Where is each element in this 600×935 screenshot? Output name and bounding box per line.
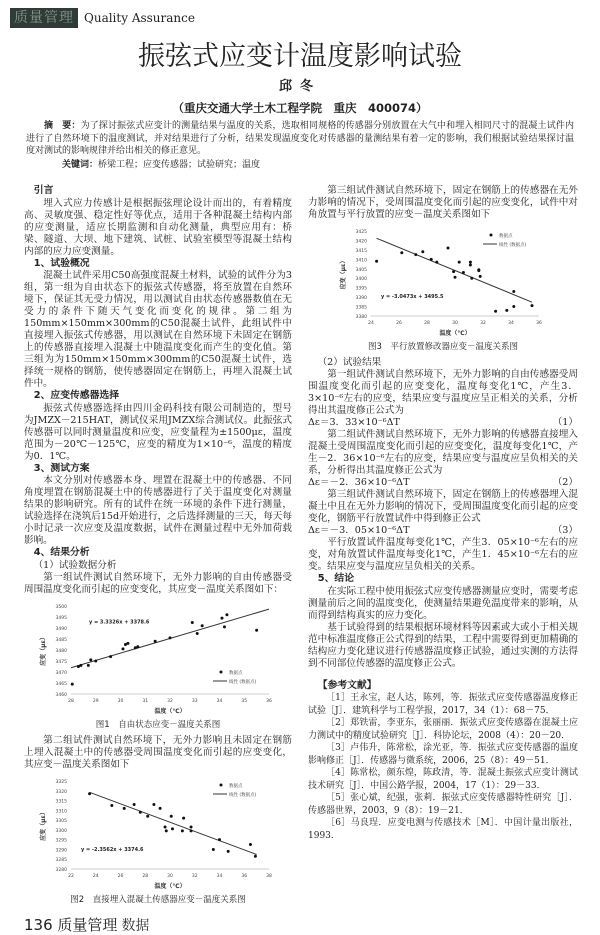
y-tick-label: 3475 bbox=[55, 659, 67, 665]
footer-overlay-text: 数据 bbox=[121, 917, 150, 934]
data-point bbox=[447, 247, 450, 250]
data-point bbox=[531, 304, 534, 307]
x-tick-label: 26 bbox=[117, 873, 124, 879]
y-tick-label: 3300 bbox=[55, 828, 67, 834]
heading-intro: 引言 bbox=[33, 185, 54, 196]
x-tick-label: 24 bbox=[368, 321, 374, 326]
paragraph: 平行放置试件温度每变化1℃，产生3．05×10⁻⁶左右的应变，对角放置试件温度每变化1℃，产生1．45×10⁻⁶左右的应变。结果应变与温度应呈负相关的关系。 bbox=[308, 537, 578, 572]
y-tick-label: 3290 bbox=[55, 847, 67, 853]
right-column bbox=[308, 185, 578, 842]
data-point bbox=[154, 639, 157, 642]
page-number: 136 bbox=[24, 915, 53, 934]
equation: Δε＝－2．36×10⁻⁶ΔT bbox=[308, 477, 410, 488]
x-tick-label: 30 bbox=[452, 321, 458, 326]
legend-label: 数据点 bbox=[229, 783, 243, 789]
y-tick-label: 3425 bbox=[355, 230, 367, 235]
x-axis-label: 温度（℃） bbox=[154, 707, 186, 715]
equation-number: （2） bbox=[552, 477, 578, 488]
data-point bbox=[71, 682, 74, 685]
paragraph: 第二组试件测试自然环境下，无外力影响且未固定在钢筋上埋入混凝土中的传感器受周围温度变化而引起的应变变化，其应变－温度关系图如下 bbox=[24, 734, 292, 770]
abstract bbox=[26, 120, 574, 158]
paragraph: 第三组试件测试自然环境下，固定在钢筋上的传感器在无外力影响的情况下，受周围温度变化而引起的应变变化，试件中对角放置与平行放置的应变－温度关系图如下 bbox=[308, 185, 578, 220]
y-tick-label: 3395 bbox=[355, 286, 367, 292]
x-tick-label: 26 bbox=[396, 321, 402, 326]
data-point bbox=[87, 663, 90, 666]
subheading: （2）试验结果 bbox=[317, 357, 382, 368]
data-point bbox=[181, 829, 184, 832]
y-tick-label: 3465 bbox=[55, 681, 67, 687]
paragraph: 第三组试件测试自然环境下，固定在钢筋上的传感器埋入混凝土中且在无外力影响的情况下，受周围温度变化而引起的应变变化，钢筋平行放置试件中得到修正公式 bbox=[308, 489, 578, 524]
reference-item: ［2］郑铁雷，李亚东，张丽丽．振弦式应变传感器在混凝土应力测试中的精度试验研究［J］．科协论坛，2008（4）：20－20． bbox=[308, 718, 578, 741]
data-point bbox=[191, 621, 194, 624]
x-tick-label: 33 bbox=[191, 698, 198, 704]
figure-2-caption: 图2 直接埋入混凝土传感器应变－温度关系图 bbox=[70, 894, 246, 905]
data-point bbox=[452, 270, 455, 273]
keywords-text: 桥梁工程；应变传感器；试验研究；温度 bbox=[98, 159, 261, 170]
legend-label: 线性 (数据点) bbox=[229, 792, 257, 798]
reference-item: ［1］王永宝，赵人达，陈列，等．振弦式应变传感器温度修正试验［J］．建筑科学与工程学报，2017，34（1）：68－75． bbox=[308, 693, 578, 716]
y-tick-label: 3405 bbox=[355, 267, 367, 273]
x-tick-label: 29 bbox=[92, 698, 99, 704]
data-point bbox=[505, 309, 508, 312]
data-point bbox=[458, 261, 461, 264]
equation: Δε＝－3．05×10⁻⁶ΔT bbox=[308, 525, 410, 536]
y-tick-label: 3410 bbox=[355, 258, 367, 264]
y-tick-label: 3325 bbox=[55, 779, 67, 785]
data-point bbox=[479, 275, 482, 278]
x-tick-label: 32 bbox=[167, 698, 173, 704]
data-point bbox=[171, 827, 174, 830]
data-point bbox=[494, 310, 497, 313]
data-point bbox=[454, 276, 457, 279]
x-tick-label: 34 bbox=[216, 698, 223, 704]
keywords-label: 关键词： bbox=[62, 159, 99, 170]
y-axis-label: 应变（με） bbox=[340, 257, 347, 290]
data-point bbox=[110, 803, 113, 806]
x-tick-label: 28 bbox=[68, 698, 74, 704]
figure-1-chart bbox=[33, 600, 283, 718]
paragraph: 混凝土试件采用C50高强度混凝土材料，试验的试件分为3组，第一组为自由状态下的振弦式传感器，将至放置在自然环境下，保证其无受力情况，用以测试自由状态传感器数值在无受力的条件下随天气变化而变化的规律。第二组为150mm×150mm×300mm的C50混凝土试件，此组试件中直接埋入振弦式传感器，用以测试在自然环境下未固定在钢筋上的传感器直接埋入混凝土中随温度变化而产生的变化值。第三组为为150mm×150mm×300mm的C50混凝土试件，选择统一规格的钢筋，使传感器固定在钢筋上，再埋入混凝土试件中。 bbox=[24, 270, 292, 389]
y-tick-label: 3310 bbox=[55, 808, 67, 814]
x-tick-label: 24 bbox=[92, 873, 99, 879]
data-point bbox=[146, 814, 149, 817]
heading-section-1: 1、试验概况 bbox=[33, 257, 90, 269]
y-tick-label: 3380 bbox=[355, 315, 367, 320]
y-tick-label: 3390 bbox=[355, 296, 367, 302]
abstract-text: 为了探讨振弦式应变计的测量结果与温度的关系，选取相同规格的传感器分别放置在大气中和埋入相同尺寸的混凝土试件内进行了自然环境下的温度测试，并对结果进行了分析，结果发现温度变化对传感器的量测结果有着一定的影响，我们根据试验结果探讨温度对测试的影响规律并给出相关的修正意见。 bbox=[26, 121, 574, 156]
data-point bbox=[170, 814, 173, 817]
legend-marker-points bbox=[220, 670, 223, 673]
y-tick-label: 3500 bbox=[55, 604, 67, 610]
x-tick-label: 34 bbox=[508, 321, 514, 326]
data-point bbox=[190, 825, 193, 828]
reference-item: ［3］卢伟升，陈常松，涂光亚，等．振弦式应变传感器的温度影响修正［J］．传感器与微系统，2006，25（8）：49－51． bbox=[308, 743, 578, 766]
data-point bbox=[139, 810, 142, 813]
x-tick-label: 32 bbox=[191, 873, 198, 879]
data-point bbox=[79, 663, 82, 666]
paragraph: 第一组试件测试自然环境下，无外力影响的自由传感器受周围温度变化而引起的应变变化，其应变－温度关系图如下： bbox=[24, 571, 292, 595]
heading-section-5: 5、结论 bbox=[317, 573, 355, 584]
data-point bbox=[126, 641, 129, 644]
y-tick-label: 3470 bbox=[55, 670, 67, 676]
paragraph: 第二组试件测试自然环境下，无外力影响的传感器直接埋入混凝土受周围温度变化而引起的应变变化，温度每变化1℃，产生－2．36×10⁻⁶左右的应变，结果应变与温度应呈负相关的关系，分析得出其温度修正公式为 bbox=[308, 429, 578, 476]
data-point bbox=[164, 825, 167, 828]
y-tick-label: 3295 bbox=[55, 838, 67, 844]
data-point bbox=[430, 258, 433, 261]
data-point bbox=[255, 628, 258, 631]
y-tick-label: 3320 bbox=[55, 789, 67, 795]
x-axis-label: 温度（℃） bbox=[439, 330, 471, 337]
data-point bbox=[421, 250, 424, 253]
y-tick-label: 3415 bbox=[355, 248, 367, 254]
paragraph: 在实际工程中使用振弦式应变传感器测量应变时，需要考虑测量前后之间的温度变化，使测量结果避免温度带来的影响，从而得到结构真实的应力变化。 bbox=[308, 585, 578, 621]
y-tick-label: 3400 bbox=[355, 277, 367, 283]
data-point bbox=[400, 251, 403, 254]
section-badge: 质量管理 bbox=[10, 8, 78, 28]
x-tick-label: 36 bbox=[241, 873, 248, 879]
equation-2 bbox=[308, 477, 578, 489]
y-tick-label: 3285 bbox=[55, 857, 67, 863]
data-point bbox=[512, 305, 515, 308]
trend-equation: y = 3.3326x + 3378.6 bbox=[89, 619, 150, 626]
data-point bbox=[375, 260, 378, 263]
y-tick-label: 3485 bbox=[55, 637, 67, 643]
trend-equation: y = -3.0473x + 3495.5 bbox=[381, 294, 444, 300]
figure-2-chart bbox=[33, 775, 283, 893]
data-point bbox=[249, 843, 252, 846]
x-tick-label: 35 bbox=[241, 698, 248, 704]
legend-label: 线性 (数据点) bbox=[499, 243, 527, 248]
equation-1 bbox=[308, 417, 578, 429]
figure-3-caption: 图3 平行放置修改器应变－温度关系图 bbox=[368, 342, 518, 352]
data-point bbox=[477, 268, 480, 271]
x-tick-label: 28 bbox=[424, 321, 430, 326]
data-point bbox=[201, 624, 204, 627]
paragraph: 本文分别对传感器本身、埋置在混凝土中的传感器、不同角度埋置在钢筋混凝土中的传感器进行了关于温度变化对测量结果的影响研究。所有的试件在统一环境的条件下进行测量，试验选择在浇筑后15d开始进行，之后选择测量的三天，每天每小时记录一次应变及温度数据，试件在测量过程中无外加荷载影响。 bbox=[24, 475, 292, 546]
legend-label: 数据点 bbox=[229, 670, 243, 676]
data-point bbox=[512, 290, 515, 293]
x-tick-label: 38 bbox=[266, 873, 272, 879]
data-point bbox=[469, 261, 472, 264]
data-point bbox=[133, 802, 136, 805]
reference-item: ［4］陈常松，颜东煌，陈政清，等．混凝土振弦式应变计测试技术研究［J］．中国公路学报，2004，17（1）：29－33． bbox=[308, 768, 578, 791]
equation: Δε＝3．33×10⁻⁶ΔT bbox=[308, 417, 400, 428]
reference-item: ［5］张心斌，纪强，张莉．振弦式应变传感器特性研究［J］．传感器世界，2003，9（8）：19－21． bbox=[308, 793, 578, 816]
data-point bbox=[254, 854, 257, 857]
figure-3-chart bbox=[333, 225, 553, 340]
y-tick-label: 3480 bbox=[55, 648, 67, 654]
references-heading: 【参考文献】 bbox=[317, 679, 377, 691]
heading-section-2: 2、应变传感器选择 bbox=[33, 390, 119, 401]
heading-section-3: 3、测试方案 bbox=[33, 462, 90, 474]
data-point bbox=[88, 792, 91, 795]
body-columns bbox=[24, 185, 578, 935]
y-tick-label: 3495 bbox=[55, 615, 67, 621]
data-point bbox=[123, 806, 126, 809]
y-tick-label: 3460 bbox=[55, 692, 67, 698]
y-axis-label: 应变（με） bbox=[40, 633, 47, 666]
data-point bbox=[223, 625, 226, 628]
y-axis-label: 应变（με） bbox=[40, 808, 47, 841]
legend-label: 线性 (数据点) bbox=[229, 679, 257, 685]
equation-number: （3） bbox=[552, 525, 578, 536]
equation-3 bbox=[308, 525, 578, 537]
x-tick-label: 32 bbox=[480, 321, 486, 326]
data-point bbox=[109, 655, 112, 658]
x-tick-label: 22 bbox=[68, 873, 74, 879]
x-tick-label: 34 bbox=[216, 873, 223, 879]
reference-item: ［6］马良珵．应变电测与传感技术［M］．中国计量出版社，1993． bbox=[308, 818, 578, 841]
references-list bbox=[308, 692, 578, 842]
x-tick-label: 28 bbox=[142, 873, 149, 879]
data-point bbox=[159, 806, 162, 809]
trend-line bbox=[90, 792, 257, 854]
x-tick-label: 36 bbox=[266, 698, 272, 704]
data-point bbox=[94, 659, 97, 662]
data-point bbox=[470, 277, 473, 280]
legend-marker-points bbox=[490, 234, 493, 237]
x-tick-label: 36 bbox=[536, 321, 542, 326]
x-tick-label: 31 bbox=[142, 698, 149, 704]
data-point bbox=[182, 816, 185, 819]
left-column bbox=[24, 185, 292, 935]
data-point bbox=[190, 829, 193, 832]
data-point bbox=[196, 632, 199, 635]
paragraph: 埋入式应力传感计是根据振弦理论设计而出的，有着精度高、灵敏度强、稳定性好等优点，适用于各种混凝土结构内部的应变测量，适应长期监测和自动化测量，典型应用有：桥梁、隧道、大坝、地下建筑、试桩、试验室模型等混凝土结构内部的应力应变测量。 bbox=[24, 197, 292, 257]
page-footer bbox=[24, 916, 292, 935]
equation-number: （1） bbox=[552, 417, 578, 428]
data-point bbox=[462, 271, 465, 274]
y-tick-label: 3315 bbox=[55, 799, 67, 805]
data-point bbox=[165, 829, 168, 832]
paragraph: 第一组试件测试自然环境下，无外力影响的自由传感器受周围温度变化而引起的应变变化，温度每变化1℃，产生3．3×10⁻⁶左右的应变，结果应变与温度应呈正相关的关系，分析得出其温度修正公式为 bbox=[308, 369, 578, 416]
data-point bbox=[225, 613, 228, 616]
data-point bbox=[414, 253, 417, 256]
y-tick-label: 3385 bbox=[355, 305, 367, 311]
y-tick-label: 3305 bbox=[55, 818, 67, 824]
y-tick-label: 3280 bbox=[55, 867, 67, 873]
section-header bbox=[0, 0, 600, 28]
author: 邱冬 bbox=[278, 79, 321, 94]
x-axis-label: 温度（℃） bbox=[154, 882, 186, 890]
y-tick-label: 3420 bbox=[355, 239, 367, 245]
keywords bbox=[26, 159, 574, 172]
data-point bbox=[469, 264, 472, 267]
data-point bbox=[218, 838, 221, 841]
data-point bbox=[136, 645, 139, 648]
data-point bbox=[89, 658, 92, 661]
figure-1-caption: 图1 自由状态应变－温度关系图 bbox=[95, 719, 221, 730]
heading-section-4: 4、结果分析 bbox=[33, 547, 90, 558]
data-point bbox=[220, 616, 223, 619]
paper-title: 振弦式应变计温度影响试验 bbox=[138, 41, 462, 72]
affiliation: （重庆交通大学土木工程学院 重庆 400074） bbox=[172, 101, 428, 115]
y-tick-label: 3490 bbox=[55, 626, 67, 632]
data-point bbox=[435, 261, 438, 264]
subheading: （1）试验数据分析 bbox=[33, 559, 117, 571]
x-tick-label: 30 bbox=[167, 873, 173, 879]
journal-name: 质量管理 bbox=[57, 915, 118, 934]
legend-label: 数据点 bbox=[499, 234, 513, 239]
data-point bbox=[152, 802, 155, 805]
paragraph: 振弦式传感器选择由四川金码科技有限公司制造的，型号为JMZX－215HAT，测试仪采用JMZX综合测试仪。此振弦式传感器可以同时测量温度和应变，应变量程为±1500με，温度范围为－20℃－125℃，应变的精度为1×10⁻⁶，温度的精度为0．1℃。 bbox=[24, 402, 292, 462]
legend-marker-points bbox=[220, 783, 223, 786]
x-tick-label: 30 bbox=[117, 698, 124, 704]
data-point bbox=[169, 636, 172, 639]
trend-equation: y = -2.3562x + 3374.6 bbox=[81, 846, 144, 853]
paragraph: 基于试验得到的结果根据环境材料等因素或大或小于相关规范中标准温度修正公式得到的结果，工程中需要得到更加精确的结构应力变化建议进行传感器温度修正试验，通过实测的方法得到不同部位传感器的温度修正公式。 bbox=[308, 621, 578, 669]
data-point bbox=[121, 647, 124, 650]
section-english: Quality Assurance bbox=[84, 11, 195, 25]
abstract-label: 摘 要： bbox=[44, 121, 81, 131]
